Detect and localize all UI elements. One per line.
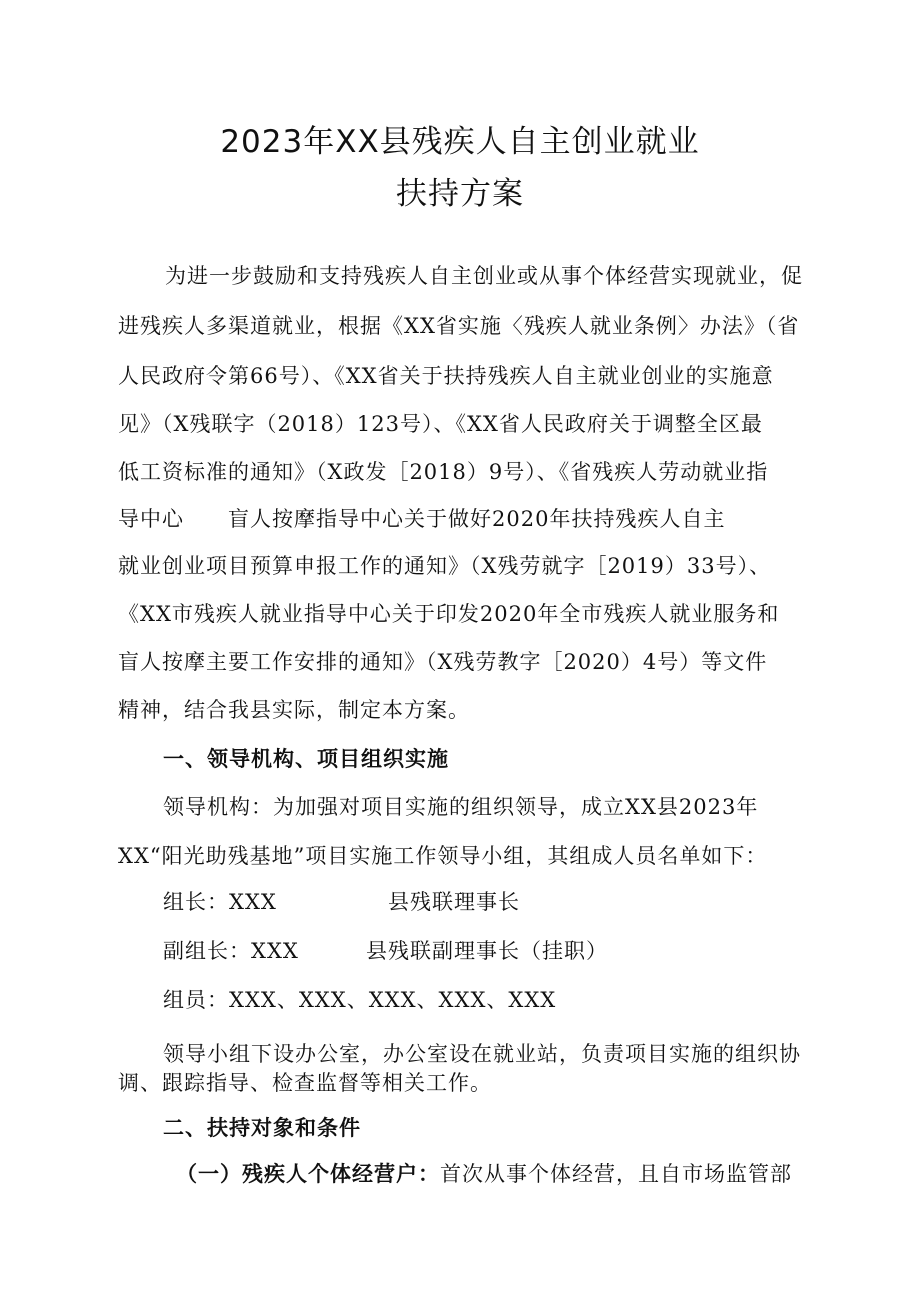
intro-line: 低工资标准的通知》（X政发［2018）9号）、《省残疾人劳动就业指 [118, 460, 769, 484]
intro-line: 人民政府令第66号）、《XX省关于扶持残疾人自主就业创业的实施意 [118, 364, 774, 388]
document-title-line2: 扶持方案 [396, 176, 524, 212]
intro-line: 为进一步鼓励和支持残疾人自主创业或从事个体经营实现就业，促 [165, 264, 803, 288]
group-leader-label: 组长：XXX [163, 890, 277, 914]
section2-item1 [176, 1160, 886, 1188]
intro-line: 精神，结合我县实际，制定本方案。 [118, 698, 470, 722]
document-title-line1: 2023年XX县残疾人自主创业就业 [220, 124, 700, 160]
section1-heading: 一、领导机构、项目组织实施 [163, 746, 449, 771]
item1-label: （一）残疾人个体经营户： [176, 1161, 440, 1186]
group-leader-role: 县残联理事长 [388, 890, 520, 914]
intro-line: 见》（X残联字（2018）123号）、《XX省人民政府关于调整全区最 [118, 412, 763, 436]
intro-line: 进残疾人多渠道就业，根据《XX省实施〈残疾人就业条例〉办法》（省 [118, 314, 800, 338]
members-line: 组员：XXX、XXX、XXX、XXX、XXX [163, 988, 557, 1012]
office-paragraph: 领导小组下设办公室，办公室设在就业站，负责项目实施的组织协 [163, 1042, 801, 1066]
leadership-paragraph: XX“阳光助残基地”项目实施工作领导小组，其组成人员名单如下： [118, 844, 768, 868]
intro-line: 就业创业项目预算申报工作的通知》（X残劳就字［2019）33号）、 [118, 554, 772, 578]
section2-heading: 二、扶持对象和条件 [163, 1115, 361, 1140]
intro-line: 《XX市残疾人就业指导中心关于印发2020年全市残疾人就业服务和 [118, 602, 780, 626]
deputy-leader-role: 县残联副理事长（挂职） [366, 939, 608, 963]
item1-text: 首次从事个体经营，且自市场监管部 [440, 1162, 792, 1186]
office-paragraph: 调、跟踪指导、检查监督等相关工作。 [118, 1071, 492, 1095]
intro-line: 导中心 盲人按摩指导中心关于做好2020年扶持残疾人自主 [118, 507, 726, 531]
leadership-paragraph: 领导机构：为加强对项目实施的组织领导，成立XX县2023年 [163, 795, 759, 819]
intro-line: 盲人按摩主要工作安排的通知》（X残劳教字［2020）4号）等文件 [118, 650, 768, 674]
deputy-leader-label: 副组长：XXX [163, 939, 299, 963]
